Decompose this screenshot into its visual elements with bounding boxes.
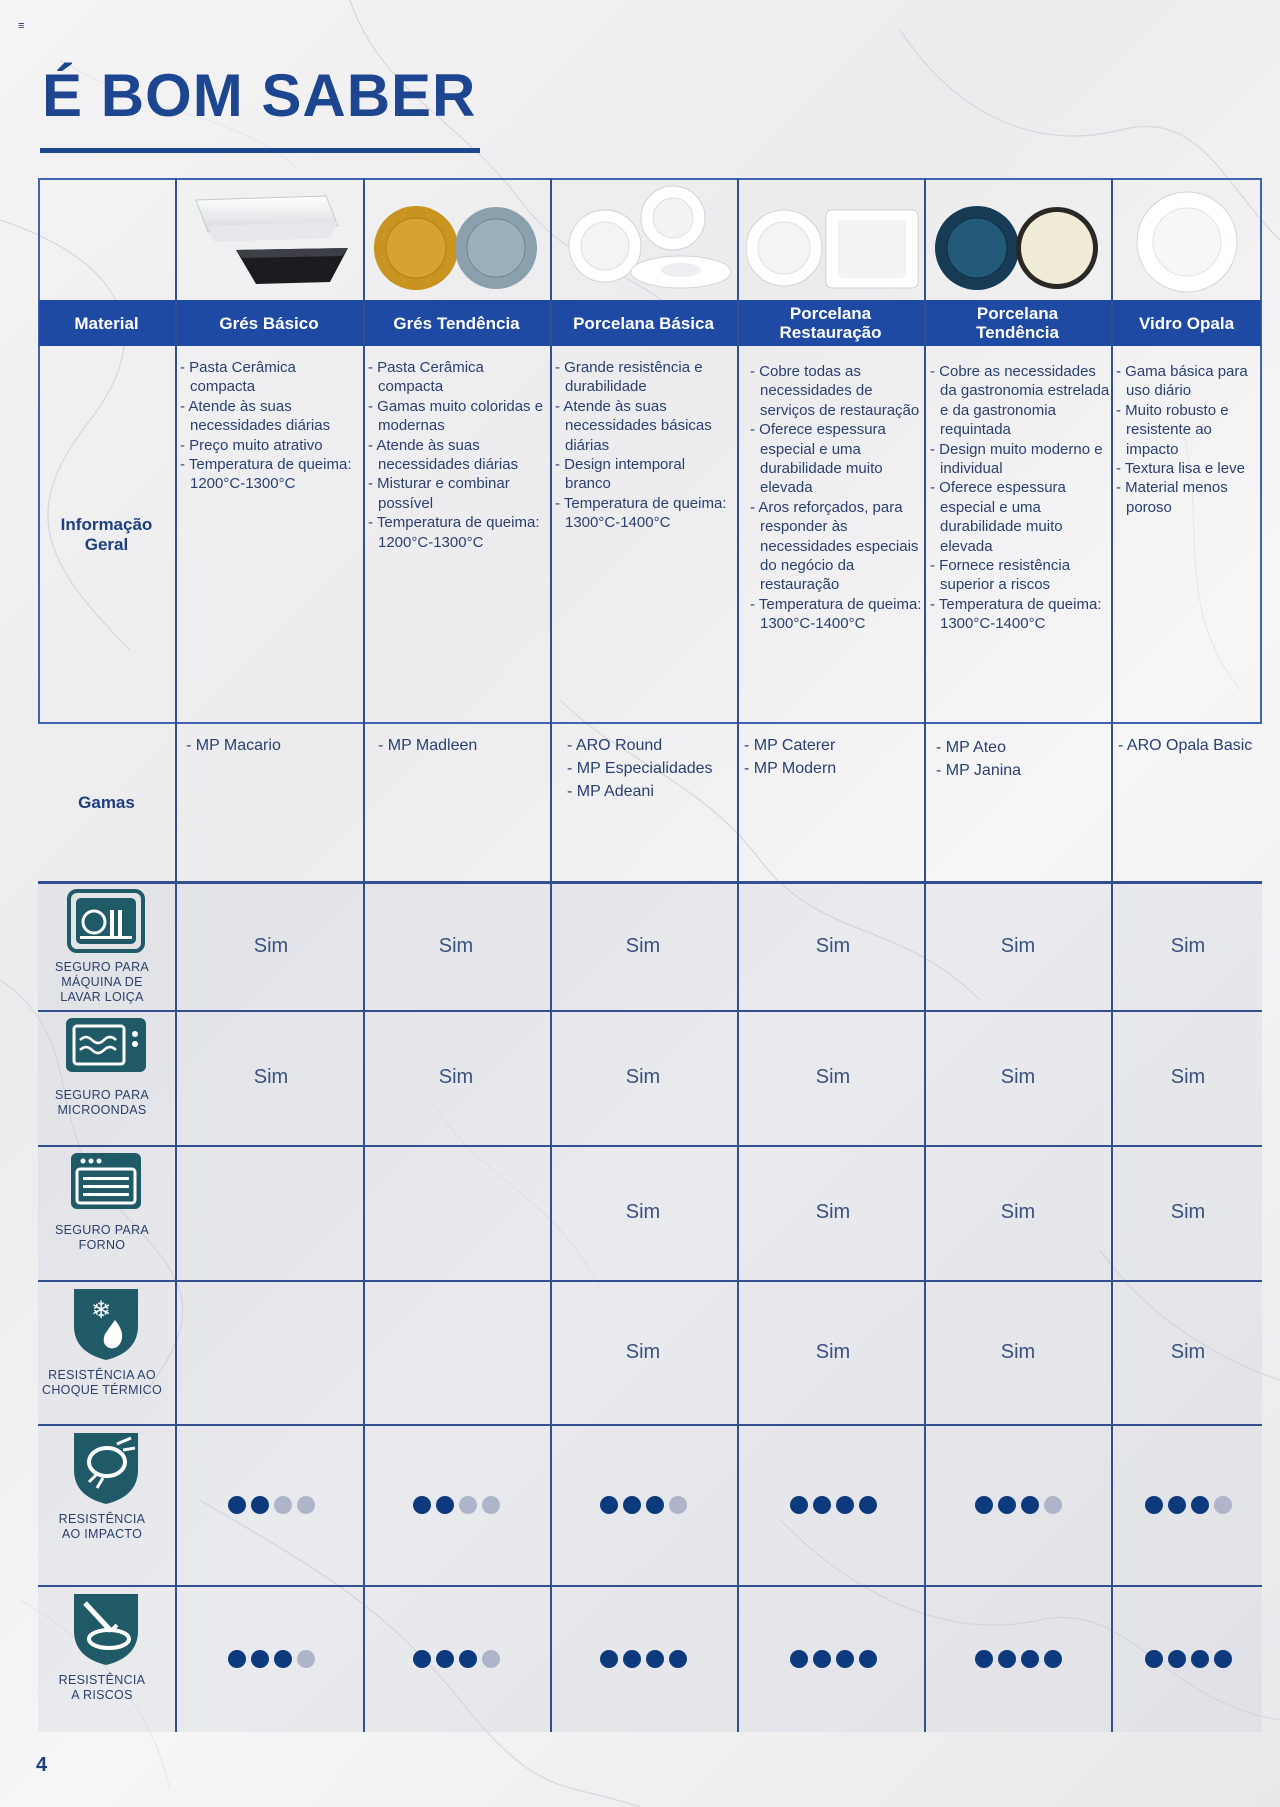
rating-dot-filled [600,1650,618,1668]
info-vidro-opala [1116,362,1260,517]
rating-dot-filled [998,1496,1016,1514]
feature-value: Sim [625,1340,661,1363]
rating-dots [1128,1496,1248,1514]
list-item: - MP Caterer [744,737,836,754]
header-gres-basico [175,300,363,346]
rating-dot-filled [1145,1650,1163,1668]
feature-value [396,1145,516,1280]
dishwasher-icon [66,888,146,959]
rating-dot-filled [998,1650,1016,1668]
column-divider [737,882,739,1010]
column-divider [550,882,552,1010]
menu-icon[interactable]: ≡ [18,20,25,32]
feature-value: Sim [815,1201,851,1223]
gamas-vidro-opala [1118,734,1258,757]
feature-value: Sim [815,1066,851,1088]
list-item: - MP Ateo [936,739,1006,756]
header-label: Porcelana Tendência [976,304,1059,342]
list-item: - Temperatura de queima: 1300°C-1400°C [555,494,727,532]
row-divider [38,1424,1262,1426]
column-divider [1111,1585,1113,1732]
rating-dot-filled [1168,1496,1186,1514]
rating-dots [583,1650,703,1668]
list-item: - Temperatura de queima: 1300°C-1400°C [750,595,922,633]
rating-dot-filled [1021,1650,1039,1668]
column-divider [1111,1145,1113,1280]
list-item: - Oferece espessura especial e uma durabilidade muito elevada [930,479,1066,555]
list-item: - ARO Opala Basic [1118,737,1253,754]
rating-dot-filled [623,1650,641,1668]
rating-dot-empty [1044,1496,1062,1514]
column-divider [737,178,739,882]
info-gres-basico [180,358,360,494]
rating-dot-filled [251,1496,269,1514]
list-item: - MP Especialidades [567,760,713,777]
rating-dot-empty [482,1496,500,1514]
feature-label: RESISTÊNCIA AO IMPACTO [58,1512,146,1541]
title-underline [40,148,480,153]
column-divider [363,1280,365,1424]
rating-dot-filled [1168,1650,1186,1668]
rating-dots [583,1496,703,1514]
column-divider [924,1280,926,1424]
column-divider [924,178,926,882]
rating-dot-filled [1214,1650,1232,1668]
list-item: - Oferece espessura especial e uma durabilidade muito elevada [750,421,886,497]
row-label-text: Informação Geral [60,515,153,554]
rating-dot-filled [413,1496,431,1514]
product-image-gres-tendencia [366,186,550,298]
column-divider [175,178,177,882]
feature-value [396,1280,516,1424]
impact-icon [71,1430,141,1511]
column-divider [363,882,365,1010]
list-item: - MP Madleen [378,737,478,754]
column-divider [737,1010,739,1145]
row-label-gamas: Gamas [78,793,135,812]
column-divider [550,1010,552,1145]
column-divider [550,1280,552,1424]
list-item: - Design intemporal branco [555,456,686,493]
column-divider [924,882,926,1010]
rating-dot-empty [482,1650,500,1668]
header-label: Grés Básico [219,313,319,333]
column-divider [175,1424,177,1585]
feature-label: RESISTÊNCIA A RISCOS [58,1673,146,1702]
list-item: - MP Macario [186,737,281,754]
list-item: - Gama básica para uso diário [1116,363,1248,400]
list-item: - Textura lisa e leve [1116,460,1245,478]
list-item: - MP Modern [744,760,837,777]
feature-value: Sim [625,934,661,957]
rating-dot-empty [459,1496,477,1514]
rating-dots [396,1496,516,1514]
product-image-vidro-opala [1114,184,1262,296]
list-item: - Pasta Cerâmica compacta [368,359,484,396]
rating-dot-filled [251,1650,269,1668]
gamas-gres-basico [186,734,361,757]
column-divider [175,1280,177,1424]
rating-dot-filled [1191,1650,1209,1668]
rating-dots [958,1496,1078,1514]
list-item: - Pasta Cerâmica compacta [180,359,296,396]
rating-dot-filled [975,1650,993,1668]
header-gres-tendencia [363,300,550,346]
feature-value: Sim [253,934,289,957]
feature-value: Sim [625,1201,661,1223]
gamas-porcelana-basica [567,734,742,803]
list-item: - Temperatura de queima: 1200°C-1300°C [180,456,352,493]
feature-value [211,1145,331,1280]
column-divider [175,1010,177,1145]
svg-text:❄: ❄ [91,1296,112,1324]
column-divider [550,1145,552,1280]
header-label: Porcelana Básica [573,313,714,333]
header-label: Grés Tendência [393,313,520,333]
rating-dots [773,1650,893,1668]
microwave-icon [64,1016,148,1079]
product-image-porcelana-restauracao [740,186,924,298]
feature-value: Sim [1170,1201,1206,1223]
page-title: É BOM SABER [42,62,477,129]
rating-dot-filled [836,1650,854,1668]
rating-dot-filled [790,1496,808,1514]
rating-dot-filled [669,1650,687,1668]
rating-dot-filled [600,1496,618,1514]
rating-dots [211,1650,331,1668]
column-divider [175,1585,177,1732]
header-material: Material [74,313,139,333]
rating-dot-empty [1214,1496,1232,1514]
rating-dots [773,1496,893,1514]
rating-dot-filled [1021,1496,1039,1514]
rating-dot-filled [836,1496,854,1514]
list-item: - Cobre as necessidades da gastronomia estrelada e da gastronomia requintada [930,363,1110,439]
rating-dots [958,1650,1078,1668]
scratch-icon [71,1591,141,1672]
feature-value: Sim [253,1066,289,1088]
column-divider [924,1010,926,1145]
list-item: - Grande resistência e durabilidade [555,359,703,396]
column-divider [363,1585,365,1732]
rating-dot-filled [436,1496,454,1514]
gamas-porcelana-restauracao [744,734,919,780]
list-item: - Aros reforçados, para responder às necessidades especiais do negócio da restauração [750,498,919,594]
row-divider [38,1585,1262,1587]
feature-value [211,1280,331,1424]
feature-label: SEGURO PARA MICROONDAS [54,1088,150,1117]
feature-value: Sim [815,934,851,957]
column-divider [737,1585,739,1732]
feature-value: Sim [815,1340,851,1363]
list-item: - Atende às suas necessidades básicas diárias [555,397,712,454]
list-item: - ARO Round [567,737,663,754]
feature-value: Sim [1170,1340,1206,1363]
rating-dot-filled [1044,1650,1062,1668]
rating-dot-filled [228,1650,246,1668]
column-divider [737,1424,739,1585]
rating-dot-filled [436,1650,454,1668]
column-divider [175,1145,177,1280]
rating-dot-filled [813,1496,831,1514]
feature-label: SEGURO PARA MÁQUINA DE LAVAR LOIÇA [54,960,150,1004]
rating-dots [1128,1650,1248,1668]
gamas-gres-tendencia [378,734,548,757]
feature-value: Sim [1000,934,1036,957]
column-divider [924,1145,926,1280]
rating-dots [211,1496,331,1514]
info-porcelana-basica [555,358,733,533]
list-item: - MP Adeani [567,783,654,800]
list-item: - Atende às suas necessidades diárias [180,397,331,435]
list-item: - Material menos poroso [1116,479,1228,516]
column-divider [1111,1424,1113,1585]
column-divider [737,1145,739,1280]
column-divider [363,1010,365,1145]
column-divider [1111,178,1113,882]
rating-dot-filled [1145,1496,1163,1514]
list-item: - MP Janina [936,762,1022,779]
header-vidro-opala [1111,300,1262,346]
rating-dot-filled [813,1650,831,1668]
rating-dot-empty [669,1496,687,1514]
rating-dot-filled [859,1496,877,1514]
header-porcelana-basica [550,300,737,346]
feature-value: Sim [438,1066,474,1088]
column-divider [175,882,177,1010]
column-divider [550,178,552,882]
feature-label: SEGURO PARA FORNO [54,1223,150,1252]
product-image-porcelana-basica [553,184,737,296]
column-divider [1111,1010,1113,1145]
rating-dot-filled [646,1496,664,1514]
rating-dot-filled [274,1650,292,1668]
rating-dot-filled [228,1496,246,1514]
info-porcelana-restauracao [750,362,922,634]
rating-dots [396,1650,516,1668]
thermal-shock-icon [71,1286,141,1367]
list-item: - Muito robusto e resistente ao impacto [1116,401,1229,458]
column-divider [363,178,365,882]
list-item: - Design muito moderno e individual [930,440,1103,478]
info-porcelana-tendencia [930,362,1110,634]
list-item: - Gamas muito coloridas e modernas [368,397,544,435]
column-divider [550,1424,552,1585]
rating-dot-filled [413,1650,431,1668]
rating-dot-filled [975,1496,993,1514]
feature-value: Sim [625,1066,661,1088]
header-label: Vidro Opala [1138,313,1235,333]
column-divider [1111,882,1113,1010]
header-porcelana-tendencia [924,300,1111,346]
column-divider [363,1424,365,1585]
oven-icon [69,1151,143,1216]
header-porcelana-restauracao [737,300,924,346]
page-number: 4 [36,1754,48,1776]
feature-value: Sim [1000,1066,1036,1088]
rating-dot-filled [646,1650,664,1668]
column-divider [924,1585,926,1732]
rating-dot-filled [790,1650,808,1668]
feature-value: Sim [1000,1201,1036,1223]
rating-dot-empty [297,1496,315,1514]
row-label-informacao-geral [38,346,175,724]
feature-value: Sim [438,934,474,957]
list-item: - Misturar e combinar possível [368,475,510,512]
header-label: Porcelana Restauração [779,304,882,342]
product-image-gres-basico [178,186,362,298]
rating-dot-empty [274,1496,292,1514]
column-divider [363,1145,365,1280]
feature-value: Sim [1170,934,1206,957]
feature-label: RESISTÊNCIA AO CHOQUE TÉRMICO [42,1368,162,1397]
rating-dot-filled [623,1496,641,1514]
list-item: - Atende às suas necessidades diárias [368,436,519,474]
gamas-porcelana-tendencia [936,736,1111,782]
feature-value: Sim [1170,1066,1206,1088]
list-item: - Cobre todas as necessidades de serviços de restauração [750,363,920,419]
column-divider [737,1280,739,1424]
column-divider [1111,1280,1113,1424]
list-item: - Temperatura de queima: 1300°C-1400°C [930,595,1102,633]
rating-dot-filled [1191,1496,1209,1514]
rating-dot-filled [459,1650,477,1668]
product-image-porcelana-tendencia [927,186,1111,298]
info-gres-tendencia [368,358,548,552]
list-item: - Preço muito atrativo [180,436,323,454]
rating-dot-filled [859,1650,877,1668]
list-item: - Fornece resistência superior a riscos [930,557,1071,594]
column-divider [924,1424,926,1585]
column-divider [550,1585,552,1732]
feature-value: Sim [1000,1340,1036,1363]
rating-dot-empty [297,1650,315,1668]
list-item: - Temperatura de queima: 1200°C-1300°C [368,514,540,551]
